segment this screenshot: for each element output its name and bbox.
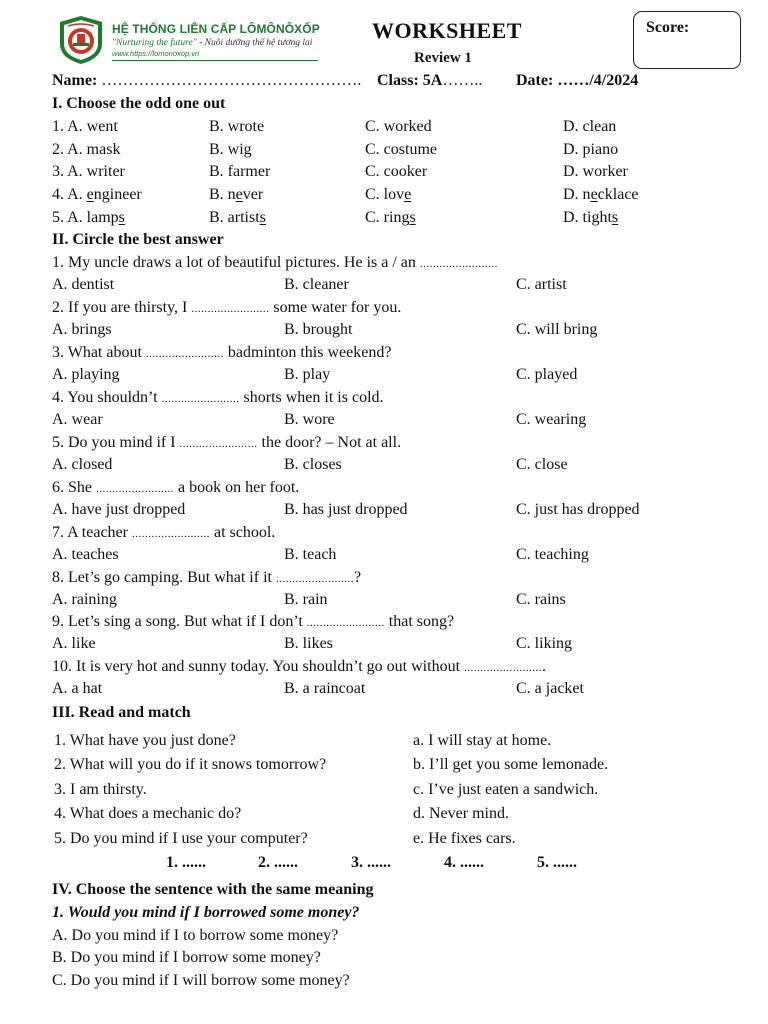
option-a[interactable]: 1. A. went (52, 118, 118, 135)
option-b[interactable]: B. wig (209, 141, 252, 158)
option-b[interactable]: B. wrote (209, 118, 265, 135)
option-a[interactable]: A. wear (52, 411, 103, 428)
option-c[interactable]: C. cooker (365, 163, 428, 180)
answer-blank[interactable]: ........................ (179, 438, 258, 450)
option-d[interactable]: D. clean (563, 118, 617, 135)
answer-blank[interactable]: ........................ (275, 573, 354, 585)
option-b[interactable]: B. rain (284, 591, 328, 608)
option-b[interactable]: B. artists (209, 209, 266, 226)
score-label: Score: (646, 19, 690, 36)
option-c[interactable]: C. costume (365, 141, 437, 158)
match-answer-d: d. Never mind. (413, 805, 509, 822)
option-a[interactable]: 5. A. lamps (52, 209, 125, 226)
option-b[interactable]: B. has just dropped (284, 501, 408, 518)
match-answer-a: a. I will stay at home. (413, 732, 552, 749)
option-a[interactable]: A. raining (52, 591, 117, 608)
match-question-1: 1. What have you just done? (54, 732, 236, 749)
option-b[interactable]: B. brought (284, 321, 353, 338)
logo-slogan: "Nurturing the future" - Nuôi dưỡng thế hệ tương lai (112, 38, 313, 48)
option-a[interactable]: 4. A. engineer (52, 186, 142, 203)
school-emblem-icon (56, 14, 106, 66)
option-d[interactable]: D. piano (563, 141, 619, 158)
option-c[interactable]: C. rings (365, 209, 416, 226)
option-a[interactable]: 3. A. writer (52, 163, 125, 180)
match-answer-b: b. I’ll get you some lemonade. (413, 756, 609, 773)
option-c[interactable]: C. close (516, 456, 568, 473)
match-question-3: 3. I am thirsty. (54, 781, 147, 798)
option-a[interactable]: A. teaches (52, 546, 119, 563)
option-a[interactable]: A. have just dropped (52, 501, 186, 518)
match-answer-e: e. He fixes cars. (413, 830, 516, 847)
option-d[interactable]: D. necklace (563, 186, 639, 203)
option-b[interactable]: B. cleaner (284, 276, 349, 293)
option-b[interactable]: B. play (284, 366, 331, 383)
mcq-question-5: 5. Do you mind if I ........................ the door? – Not at all. (52, 434, 402, 451)
name-field[interactable]: Name: …………………………………………. (52, 72, 362, 89)
option-b[interactable]: B. closes (284, 456, 342, 473)
date-field[interactable]: Date: ……/4/2024 (516, 72, 639, 89)
option-b[interactable]: B. a raincoat (284, 680, 366, 697)
logo-url: www.https://lomonoxop.vn (112, 49, 200, 58)
answer-blank[interactable]: ........................ (419, 258, 498, 270)
logo-school-name: HỆ THỐNG LIÊN CẤP LÔMÔNÔXỐP (112, 22, 320, 36)
section-2-heading: II. Circle the best answer (52, 231, 224, 248)
option-c[interactable]: C. artist (516, 276, 567, 293)
match-question-5: 5. Do you mind if I use your computer? (54, 830, 308, 847)
option-c[interactable]: C. just has dropped (516, 501, 640, 518)
option-b[interactable]: B. farmer (209, 163, 271, 180)
answer-blank[interactable]: ........................ (161, 393, 240, 405)
answer-blank[interactable]: ........................ (464, 662, 543, 674)
same-meaning-option-c[interactable]: C. Do you mind if I will borrow some money? (52, 972, 350, 989)
option-c[interactable]: C. liking (516, 635, 573, 652)
answer-blank[interactable]: ........................ (96, 483, 174, 495)
school-logo (56, 14, 318, 66)
option-b[interactable]: B. teach (284, 546, 337, 563)
same-meaning-option-a[interactable]: A. Do you mind if I to borrow some money? (52, 927, 339, 944)
match-answer-blank-5[interactable]: 5. ...... (537, 854, 577, 871)
mcq-question-8: 8. Let’s go camping. But what if it ........................? (52, 569, 362, 586)
option-d[interactable]: D. worker (563, 163, 628, 180)
match-question-4: 4. What does a mechanic do? (54, 805, 242, 822)
match-answer-blank-3[interactable]: 3. ...... (351, 854, 391, 871)
answer-blank[interactable]: ........................ (306, 617, 385, 629)
match-answer-blank-4[interactable]: 4. ...... (444, 854, 484, 871)
option-c[interactable]: C. will bring (516, 321, 598, 338)
worksheet-title: WORKSHEET (372, 18, 522, 43)
option-b[interactable]: B. likes (284, 635, 333, 652)
option-c[interactable]: C. teaching (516, 546, 589, 563)
option-a[interactable]: A. a hat (52, 680, 103, 697)
option-d[interactable]: D. tights (563, 209, 619, 226)
logo-divider (112, 60, 318, 61)
option-a[interactable]: A. dentist (52, 276, 115, 293)
option-c[interactable]: C. love (365, 186, 412, 203)
option-a[interactable]: 2. A. mask (52, 141, 121, 158)
option-a[interactable]: A. closed (52, 456, 113, 473)
option-c[interactable]: C. rains (516, 591, 566, 608)
option-a[interactable]: A. like (52, 635, 96, 652)
mcq-question-4: 4. You shouldn’t ........................ shorts when it is cold. (52, 389, 384, 406)
class-field[interactable]: Class: 5A…….. (377, 72, 483, 89)
mcq-question-2: 2. If you are thirsty, I ........................ some water for you. (52, 299, 402, 316)
option-b[interactable]: B. wore (284, 411, 335, 428)
worksheet-subtitle: Review 1 (414, 50, 472, 66)
option-a[interactable]: A. brings (52, 321, 112, 338)
option-c[interactable]: C. wearing (516, 411, 587, 428)
option-a[interactable]: A. playing (52, 366, 120, 383)
mcq-question-10: 10. It is very hot and sunny today. You shouldn’t go out without ......................... (52, 658, 547, 675)
mcq-question-6: 6. She ........................ a book on her foot. (52, 479, 300, 496)
mcq-question-3: 3. What about ........................ badminton this weekend? (52, 344, 392, 361)
match-answer-blank-2[interactable]: 2. ...... (258, 854, 298, 871)
score-box[interactable] (633, 11, 741, 69)
mcq-question-1: 1. My uncle draws a lot of beautiful pictures. He is a / an ........................ (52, 254, 498, 271)
same-meaning-option-b[interactable]: B. Do you mind if I borrow some money? (52, 949, 321, 966)
match-answer-c: c. I’ve just eaten a sandwich. (413, 781, 599, 798)
match-answer-blank-1[interactable]: 1. ...... (166, 854, 206, 871)
answer-blank[interactable]: ........................ (131, 528, 210, 540)
answer-blank[interactable]: ........................ (145, 348, 224, 360)
section-3-heading: III. Read and match (52, 704, 191, 721)
option-b[interactable]: B. never (209, 186, 264, 203)
option-c[interactable]: C. a jacket (516, 680, 584, 697)
section-4-heading: IV. Choose the sentence with the same meaning (52, 881, 374, 898)
section-1-heading: I. Choose the odd one out (52, 95, 226, 112)
answer-blank[interactable]: ........................ (191, 303, 270, 315)
mcq-question-7: 7. A teacher ........................ at school. (52, 524, 276, 541)
match-question-2: 2. What will you do if it snows tomorrow? (54, 756, 327, 773)
same-meaning-question: 1. Would you mind if I borrowed some money? (52, 904, 360, 921)
option-c[interactable]: C. played (516, 366, 578, 383)
mcq-question-9: 9. Let’s sing a song. But what if I don’t ........................ that song? (52, 613, 455, 630)
option-c[interactable]: C. worked (365, 118, 432, 135)
